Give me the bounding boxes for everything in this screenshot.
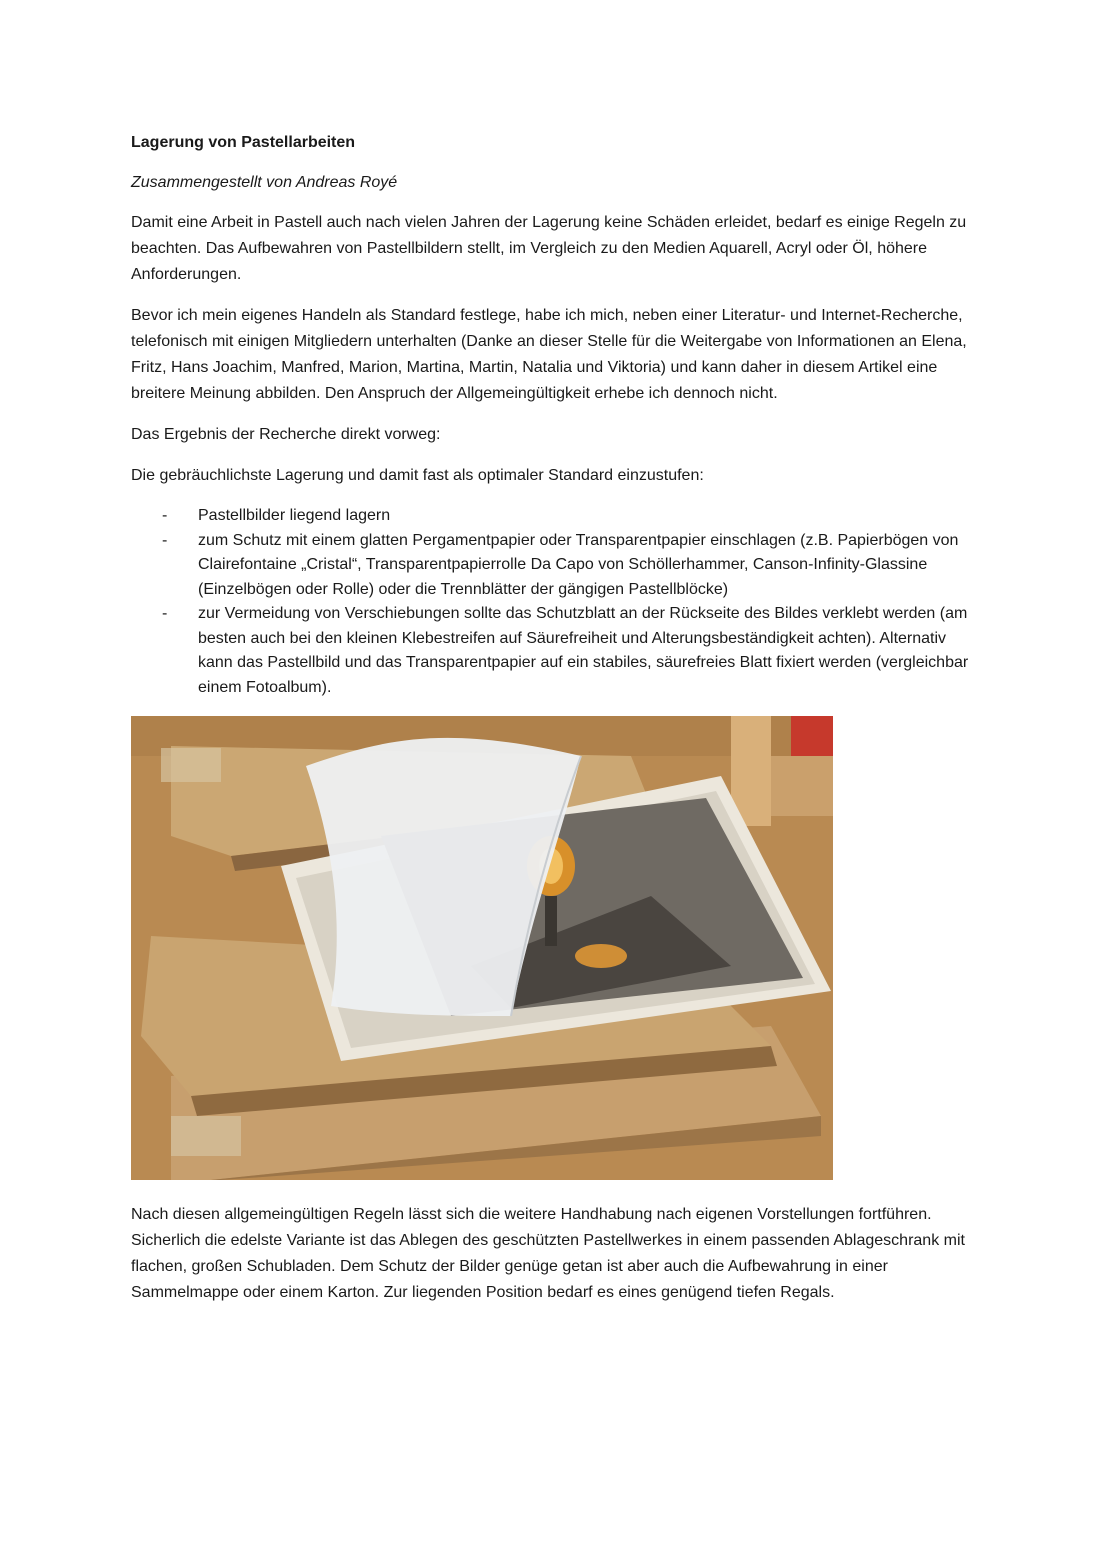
list-dash: - — [162, 605, 168, 622]
paragraph-research: Bevor ich mein eigenes Handeln als Standard festlege, habe ich mich, neben einer Literatur- und Internet-Recherche, telefonisch mit einigen Mitgliedern unterhalten (Danke an dieser Stelle für die Weitergabe von Informationen an Elena, Fritz, Hans Joachim, Manfred, Marion, Martina, Martin, Natalia und Viktoria) und kann daher in diesem Artikel eine breitere Meinung abbilden. Den Anspruch der Allgemeingültigkeit erhebe ich dennoch nicht. — [131, 307, 967, 402]
list-dash: - — [162, 531, 168, 549]
document-page — [131, 130, 971, 1321]
shelf-board — [771, 756, 833, 816]
storage-rules-list — [131, 504, 971, 700]
list-dash: - — [162, 507, 168, 524]
paragraph-handling: Nach diesen allgemeingültigen Regeln lässt sich die weitere Handhabung nach eigenen Vorstellungen fortführen. Sicherlich die edelste Variante ist das Ablegen des geschützten Pastellwerkes in einem passenden Ablageschrank mit flachen, großen Schubladen. Dem Schutz der Bilder genüge getan ist aber auch die Aufbewahrung in einer Sammelmappe oder einem Karton. Zur liegenden Position bedarf es eines genügend tiefen Regals. — [131, 1206, 965, 1301]
paragraph-standard: Die gebräuchlichste Lagerung und damit fast als optimaler Standard einzustufen: — [131, 467, 704, 484]
red-object — [791, 716, 833, 756]
storage-boxes-photo — [131, 716, 833, 1180]
list-item-text: zum Schutz mit einem glatten Pergamentpapier oder Transparentpapier einschlagen (z.B. Papierbögen von Clairefontaine „Cristal“, Transparentpapierrolle Da Capo von Schöllerhammer, Canson-Infinity-Glassine (Einzelbögen oder Rolle) oder die Trennblätter der gängigen Pastellblöcke) — [198, 531, 959, 598]
tape-strip — [161, 748, 221, 782]
list-item — [131, 504, 971, 529]
lamp-stand — [545, 896, 557, 946]
list-item-text: zur Vermeidung von Verschiebungen sollte das Schutzblatt an der Rückseite des Bildes verklebt werden (am besten auch bei den kleinen Klebestreifen auf Säurefreiheit und Alterungsbeständigkeit achten). Alternativ kann das Pastellbild und das Transparentpapier auf ein stabiles, säurefreies Blatt fixiert werden (vergleichbar einem Fotoalbum). — [198, 605, 969, 696]
paragraph-result: Das Ergebnis der Recherche direkt vorweg: — [131, 426, 441, 443]
tape-strip — [171, 1116, 241, 1156]
document-title: Lagerung von Pastellarbeiten — [131, 134, 356, 151]
document-subtitle: Zusammengestellt von Andreas Royé — [131, 174, 398, 191]
storage-boxes-illustration — [131, 716, 833, 1180]
list-item — [131, 602, 971, 700]
list-item — [131, 529, 971, 603]
paragraph-intro: Damit eine Arbeit in Pastell auch nach vielen Jahren der Lagerung keine Schäden erleidet, bedarf es einige Regeln zu beachten. Das Aufbewahren von Pastellbildern stellt, im Vergleich zu den Medien Aquarell, Acryl oder Öl, höhere Anforderungen. — [131, 214, 967, 283]
list-item-text: Pastellbilder liegend lagern — [198, 507, 391, 524]
brass-cup — [575, 944, 627, 968]
